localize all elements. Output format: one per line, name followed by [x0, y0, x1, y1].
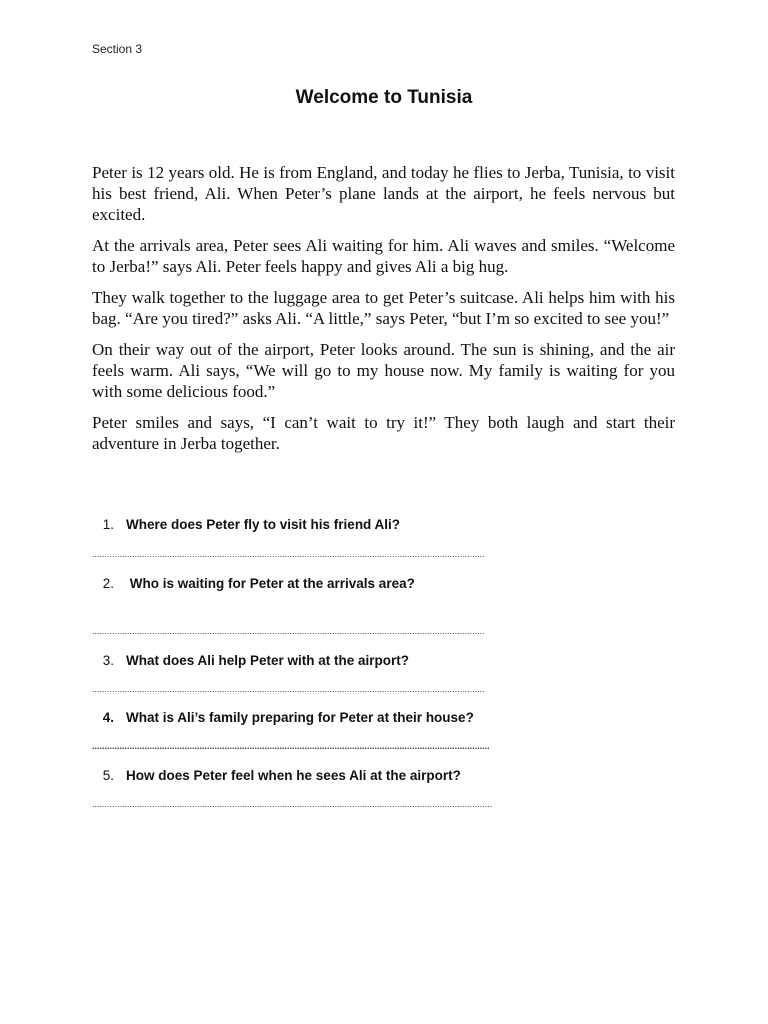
question-3: [92, 653, 409, 668]
story-text: [92, 162, 675, 464]
question-5: [92, 768, 461, 783]
question-text: Who is waiting for Peter at the arrivals area?: [126, 576, 415, 591]
answer-line-4[interactable]: ...............................................................................................................................................................: [92, 741, 490, 751]
answer-line-3[interactable]: .............................................................................................................................................................: [92, 684, 485, 694]
page-title: Welcome to Tunisia: [295, 87, 473, 108]
story-paragraph: On their way out of the airport, Peter looks around. The sun is shining, and the air feels warm. Ali says, “We will go to my house now. My family is waiting for you with some delicious food.”: [92, 340, 675, 401]
question-number: 5.: [102, 768, 114, 783]
question-text: Where does Peter fly to visit his friend Ali?: [126, 517, 401, 532]
story-paragraph: Peter is 12 years old. He is from England, and today he flies to Jerba, Tunisia, to visit his best friend, Ali. When Peter’s plane lands at the airport, he feels nervous but excited.: [92, 163, 675, 224]
story-paragraph: They walk together to the luggage area to get Peter’s suitcase. Ali helps him with his bag. “Are you tired?” asks Ali. “A little,” says Peter, “but I’m so excited to see you!”: [92, 288, 675, 328]
question-text: How does Peter feel when he sees Ali at the airport?: [126, 768, 461, 783]
answer-line-1[interactable]: .............................................................................................................................................................: [92, 549, 485, 559]
question-text: What does Ali help Peter with at the airport?: [126, 653, 410, 668]
story-paragraph: At the arrivals area, Peter sees Ali waiting for him. Ali waves and smiles. “Welcome to Jerba!” says Ali. Peter feels happy and gives Ali a big hug.: [92, 236, 675, 276]
question-1: [92, 517, 400, 532]
question-number: 4.: [102, 710, 114, 725]
answer-line-5[interactable]: ................................................................................................................................................................: [92, 799, 493, 809]
section-label: Section 3: [92, 42, 143, 56]
story-paragraph: Peter smiles and says, “I can’t wait to try it!” They both laugh and start their adventure in Jerba together.: [92, 413, 675, 453]
question-text: What is Ali’s family preparing for Peter at their house?: [126, 710, 474, 725]
question-2: [92, 576, 415, 591]
answer-line-2[interactable]: .............................................................................................................................................................: [92, 626, 485, 636]
question-number: 1.: [102, 517, 114, 532]
question-4: [92, 710, 474, 725]
question-number: 2.: [102, 576, 114, 591]
question-number: 3.: [102, 653, 114, 668]
